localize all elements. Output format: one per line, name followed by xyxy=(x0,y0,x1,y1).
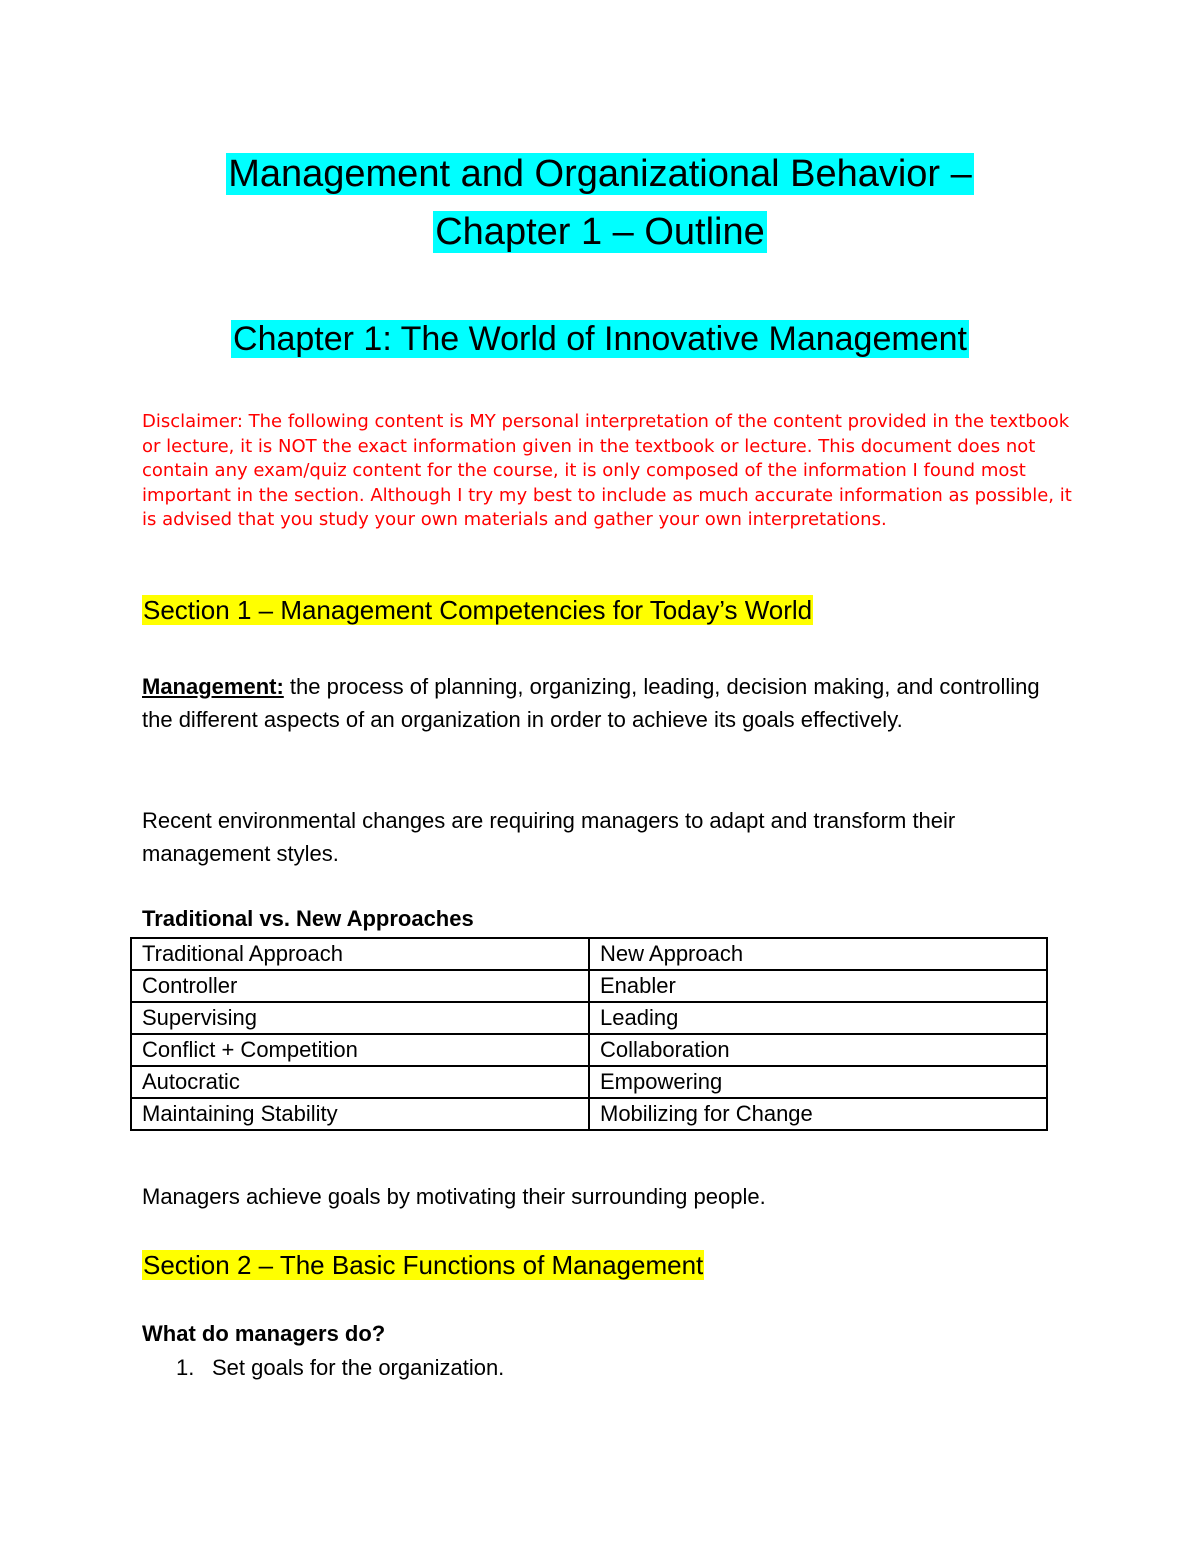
table-cell: Traditional Approach xyxy=(131,938,589,970)
table-cell: Supervising xyxy=(131,1002,589,1034)
list-number: 1. xyxy=(176,1355,195,1380)
approaches-table xyxy=(130,937,1048,1131)
table-title: Traditional vs. New Approaches xyxy=(142,906,474,931)
table-row xyxy=(131,1002,1047,1034)
table-row xyxy=(131,1034,1047,1066)
table-cell: Conflict + Competition xyxy=(131,1034,589,1066)
disclaimer-paragraph: Disclaimer: The following content is MY personal interpretation of the content provided in the textbook or lecture, it is NOT the exact information given in the textbook or lecture. This document does not contain any exam/quiz content for the course, it is only composed of the information I found most important in the section. Although I try my best to include as much accurate information as possible, it is advised that you study your own materials and gather your own interpretations. xyxy=(142,411,1072,530)
table-cell: Maintaining Stability xyxy=(131,1098,589,1130)
table-row xyxy=(131,1098,1047,1130)
table-cell: Collaboration xyxy=(589,1034,1047,1066)
question-heading: What do managers do? xyxy=(142,1321,386,1346)
table-cell: Enabler xyxy=(589,970,1047,1002)
table-cell: Mobilizing for Change xyxy=(589,1098,1047,1130)
table-cell: Controller xyxy=(131,970,589,1002)
chapter-heading: Chapter 1: The World of Innovative Management xyxy=(233,320,967,358)
section-2-heading: Section 2 – The Basic Functions of Management xyxy=(143,1250,704,1280)
environmental-changes-paragraph: Recent environmental changes are requiring managers to adapt and transform their management styles. xyxy=(142,808,956,866)
table-cell: New Approach xyxy=(589,938,1047,970)
list-text: Set goals for the organization. xyxy=(212,1355,505,1380)
table-row xyxy=(131,1066,1047,1098)
section-1-heading: Section 1 – Management Competencies for Today’s World xyxy=(143,595,813,625)
management-definition: the process of planning, organizing, leading, decision making, and controlling the different aspects of an organization in order to achieve its goals effectively. xyxy=(142,674,1040,732)
table-row xyxy=(131,970,1047,1002)
management-term: Management: xyxy=(142,674,284,699)
table-cell: Autocratic xyxy=(131,1066,589,1098)
table-cell: Leading xyxy=(589,1002,1047,1034)
table-cell: Empowering xyxy=(589,1066,1047,1098)
list-item xyxy=(176,1352,504,1384)
document-title-line-2: Chapter 1 – Outline xyxy=(435,211,765,253)
table-row xyxy=(131,938,1047,970)
managers-goals-paragraph: Managers achieve goals by motivating their surrounding people. xyxy=(142,1184,766,1209)
management-definition-paragraph xyxy=(142,670,1062,736)
document-title-line-1: Management and Organizational Behavior – xyxy=(228,153,972,195)
